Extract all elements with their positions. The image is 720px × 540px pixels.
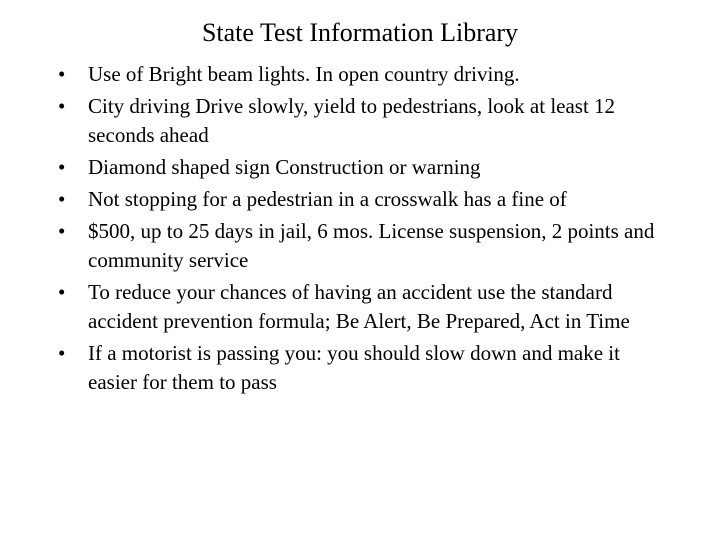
bullet-text: If a motorist is passing you: you should slow down and make it easier for them to pass [88,341,620,394]
bullet-item-diamond-sign [58,153,658,182]
bullet-text: Use of Bright beam lights. In open country driving. [88,62,520,86]
bullet-marker: • [58,280,66,304]
bullet-marker: • [58,219,66,243]
slide-title: State Test Information Library [201,18,519,47]
bullet-item-penalties [58,217,658,275]
bullet-marker: • [58,341,66,365]
bullet-text: Not stopping for a pedestrian in a crosswalk has a fine of [88,187,567,211]
bullet-item-accident-formula [58,278,658,336]
bullet-marker: • [58,187,66,211]
bullet-item-pedestrian-fine [58,185,658,214]
bullet-text: To reduce your chances of having an accident use the standard accident prevention formula; Be Alert, Be Prepared, Act in Time [88,280,630,333]
bullet-list [58,60,658,400]
bullet-text: City driving Drive slowly, yield to pedestrians, look at least 12 seconds ahead [88,94,616,147]
bullet-item-city-driving [58,92,658,150]
bullet-text: $500, up to 25 days in jail, 6 mos. License suspension, 2 points and community service [88,219,655,272]
bullet-marker: • [58,62,66,86]
bullet-marker: • [58,94,66,118]
bullet-item-being-passed [58,339,658,397]
bullet-marker: • [58,155,66,179]
bullet-item-bright-beams [58,60,658,89]
bullet-text: Diamond shaped sign Construction or warning [88,155,481,179]
